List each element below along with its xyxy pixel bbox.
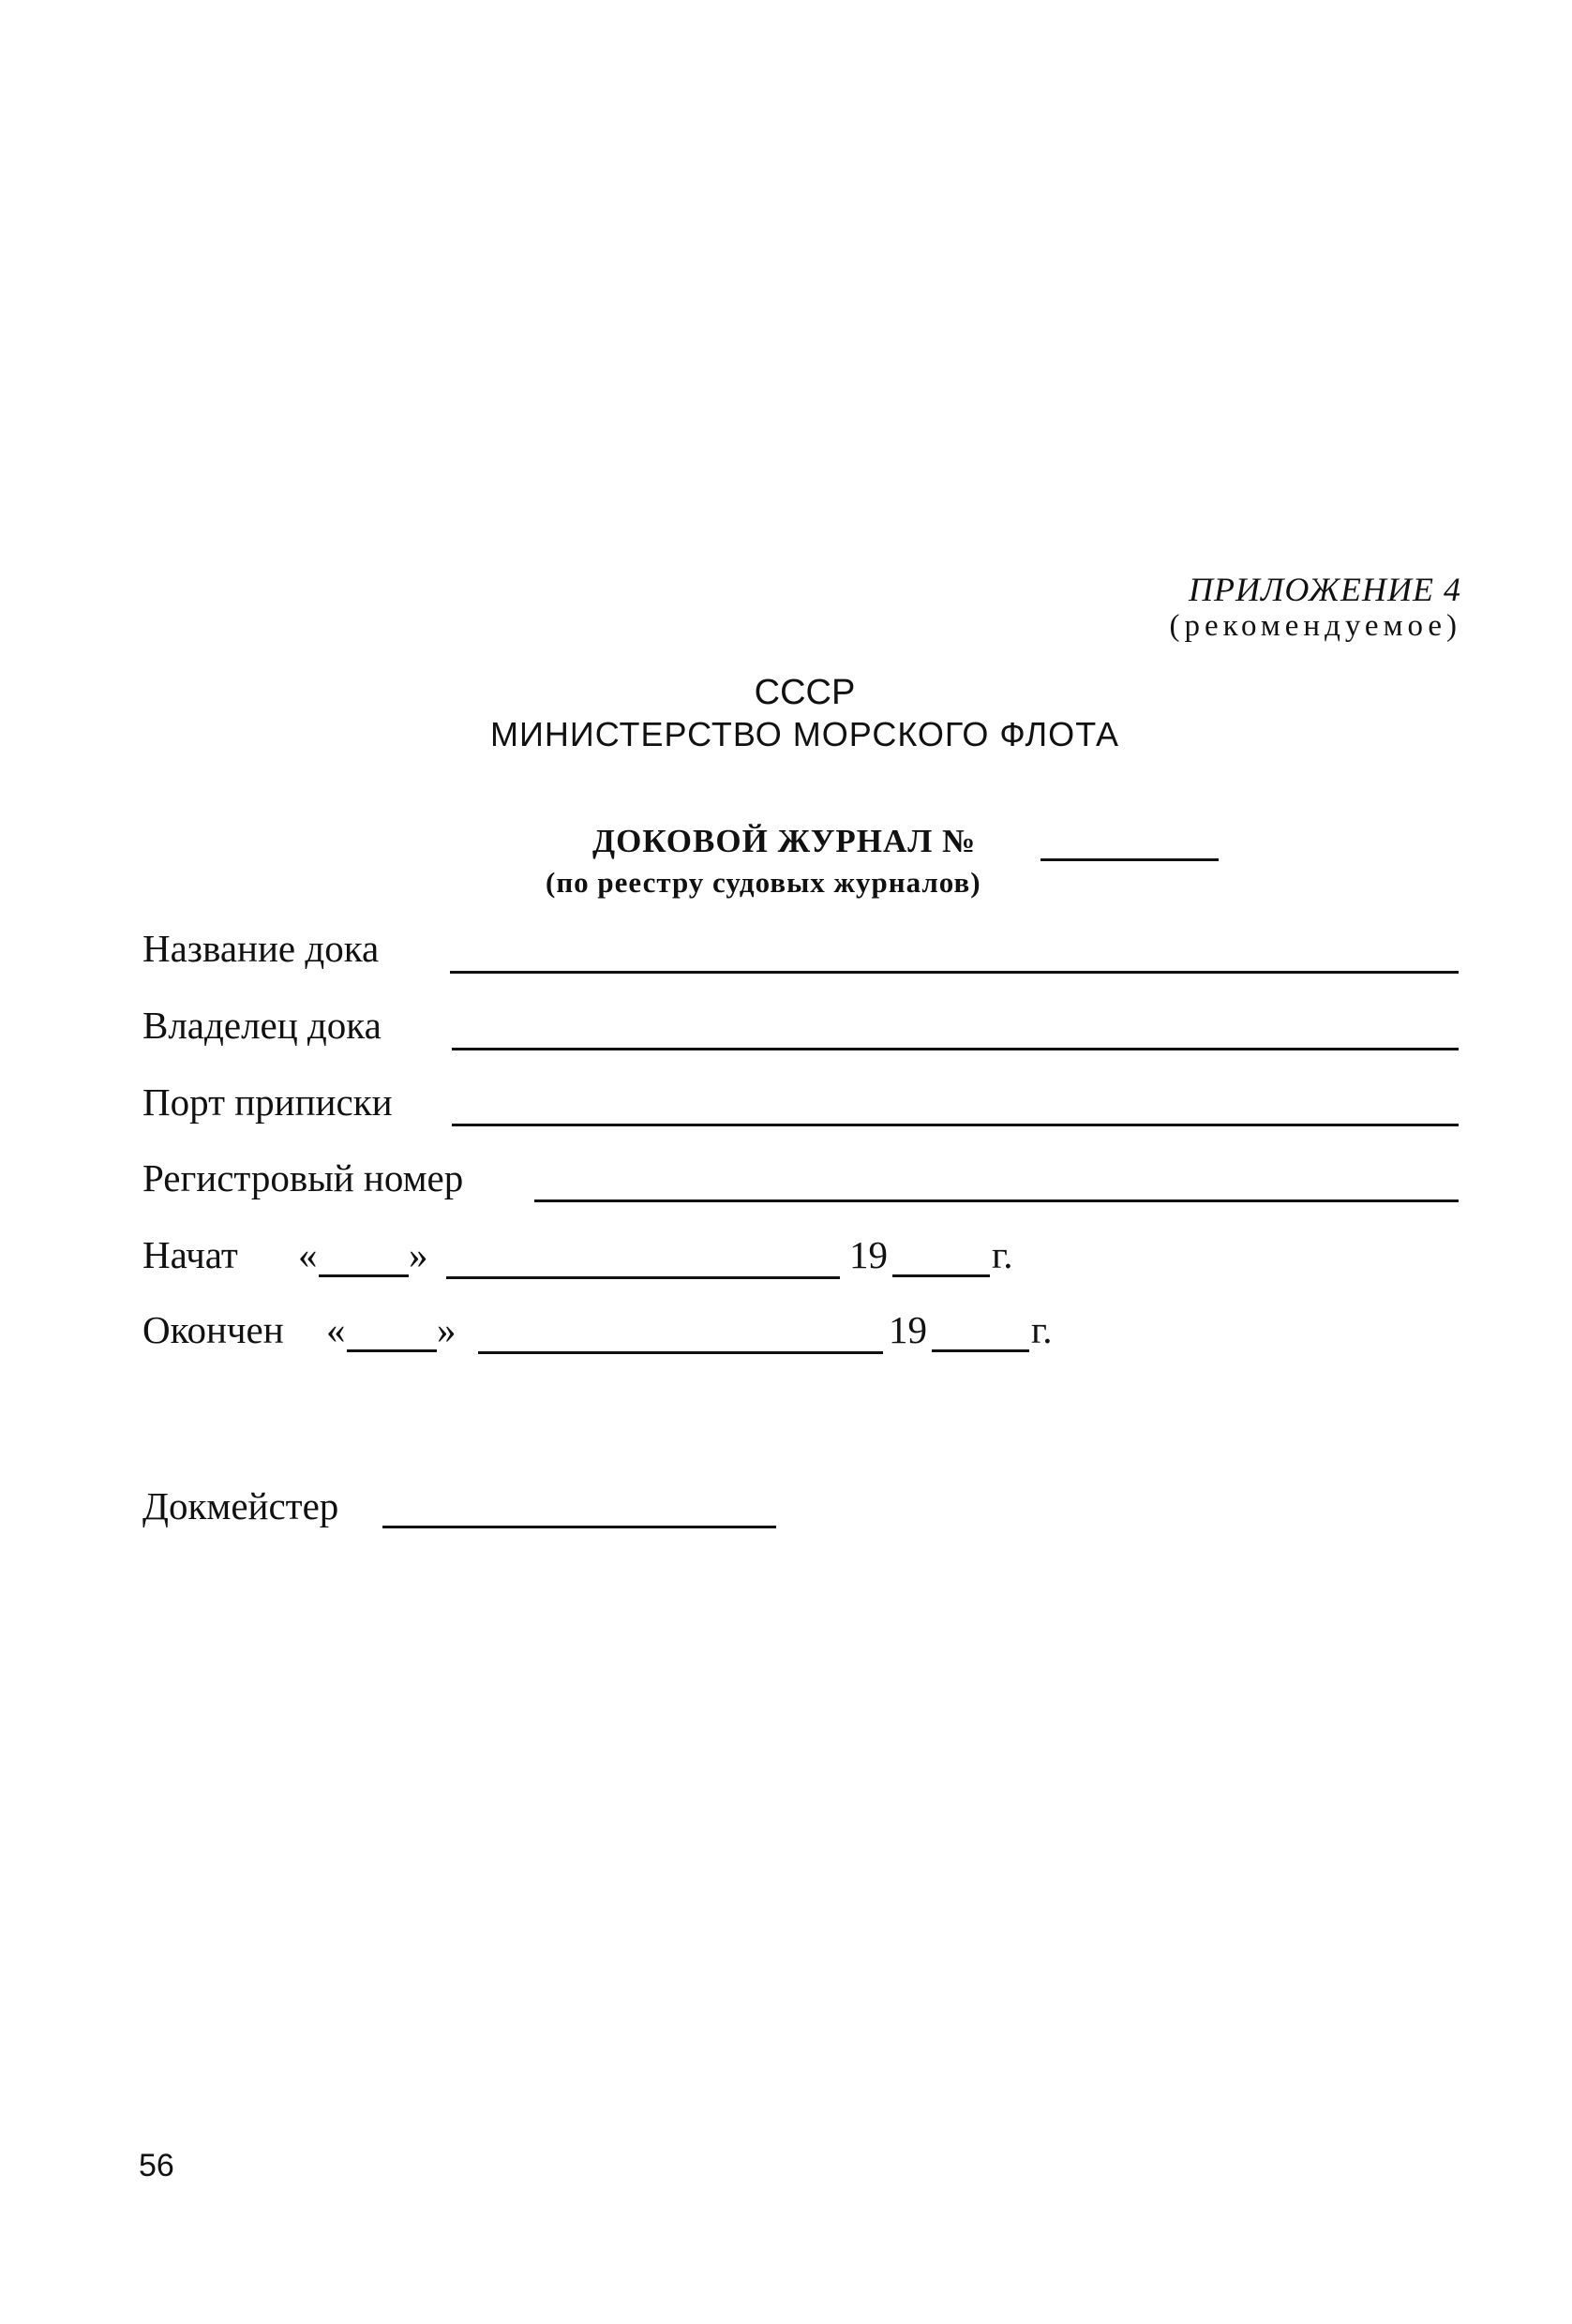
ministry-name: МИНИСТЕРСТВО МОРСКОГО ФЛОТА [489,715,1119,753]
finished-day-field[interactable] [347,1349,437,1352]
started-month-field[interactable] [446,1276,840,1279]
finished-open-quote: « [326,1308,346,1351]
finished-year-suffix: г. [1031,1308,1053,1351]
dock-owner-label: Владелец дока [142,1004,382,1047]
started-label: Начат [142,1233,238,1276]
journal-title: ДОКОВОЙ ЖУРНАЛ № [592,823,977,859]
finished-label: Окончен [142,1308,284,1351]
country-name: СССР [754,673,856,712]
started-year-field[interactable] [892,1274,990,1277]
dock-name-label: Название дока [142,927,380,970]
finished-month-field[interactable] [478,1351,883,1354]
started-open-quote: « [298,1233,318,1276]
home-port-field[interactable] [452,1124,1459,1126]
dockmaster-label: Докмейстер [142,1484,339,1527]
appendix-subtitle: (рекомендуемое) [1169,609,1461,643]
journal-subtitle: (по реестру судовых журналов) [546,866,981,899]
started-day-field[interactable] [319,1274,409,1277]
page-number: 56 [139,2148,174,2183]
started-year-suffix: г. [992,1233,1013,1276]
journal-number-field[interactable] [1041,858,1219,861]
register-number-label: Регистровый номер [142,1156,464,1199]
dockmaster-signature-field[interactable] [382,1526,776,1528]
finished-year-field[interactable] [932,1349,1029,1352]
started-year-prefix: 19 [849,1233,888,1276]
register-number-field[interactable] [534,1199,1459,1202]
dock-name-field[interactable] [450,971,1459,974]
started-close-quote: » [409,1233,428,1276]
appendix-title: ПРИЛОЖЕНИЕ 4 [1189,571,1461,608]
finished-year-prefix: 19 [889,1308,927,1351]
finished-close-quote: » [437,1308,457,1351]
home-port-label: Порт приписки [142,1080,393,1124]
dock-owner-field[interactable] [452,1048,1459,1050]
